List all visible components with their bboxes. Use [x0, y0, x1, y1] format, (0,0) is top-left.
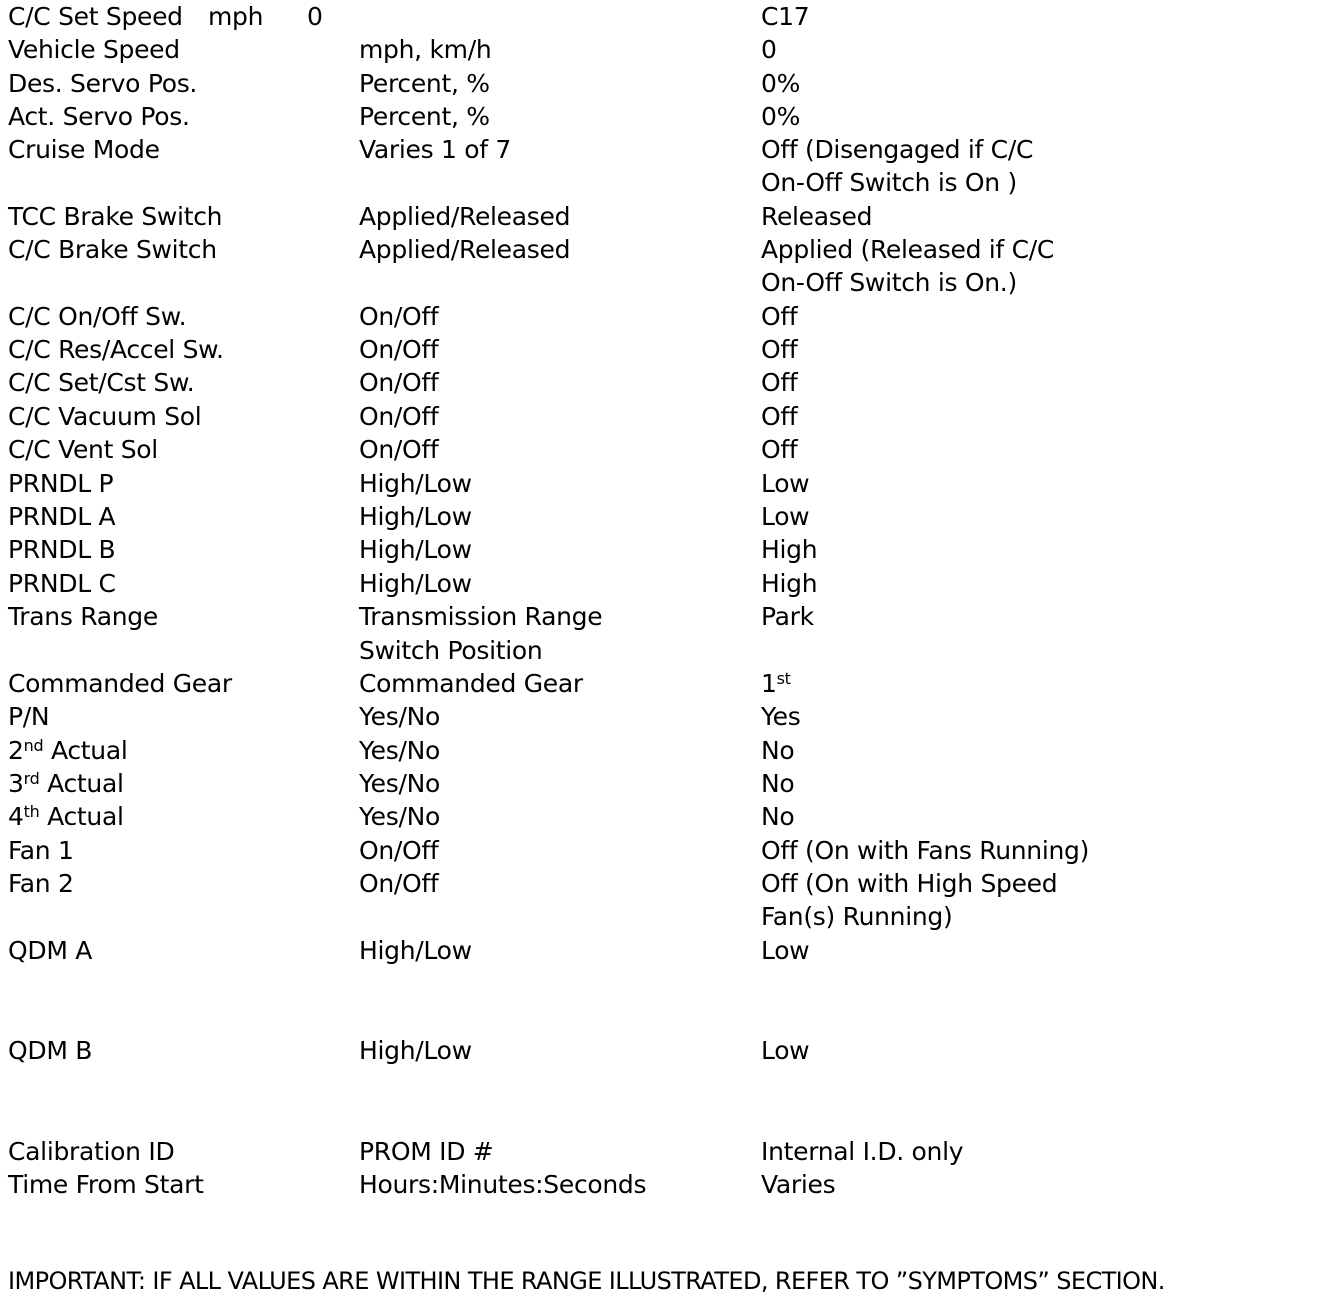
value-label: Low [761, 502, 810, 531]
value-label: 0% [761, 69, 801, 98]
value-label: Off [761, 335, 798, 364]
units-label: On/Off [359, 335, 439, 364]
value-label: 0 [761, 35, 777, 64]
param-label: QDM B [8, 1036, 93, 1065]
value-label: Off [761, 302, 798, 331]
value-label: No [761, 769, 795, 798]
value-label: Off (On with Fans Running) [761, 836, 1090, 865]
value-label: Off [761, 435, 798, 464]
param-number: 4 [8, 802, 24, 831]
units-label: On/Off [359, 368, 439, 397]
param-label: C/C Set/Cst Sw. [8, 368, 195, 397]
value-label: Varies [761, 1170, 836, 1199]
param-label: Calibration ID [8, 1137, 175, 1166]
units-label: mph [208, 2, 264, 31]
param-label: Cruise Mode [8, 135, 160, 164]
param-text: Actual [39, 769, 124, 798]
param-ordinal-suffix: nd [23, 736, 44, 755]
value-label: 0% [761, 102, 801, 131]
value-label [761, 669, 791, 699]
param-label: PRNDL B [8, 535, 116, 564]
value-ordinal-suffix: st [776, 669, 791, 688]
param-label: Vehicle Speed [8, 35, 180, 64]
value-label: Low [761, 469, 810, 498]
value-label: Yes [761, 702, 801, 731]
param-label: P/N [8, 702, 50, 731]
param-text: Actual [43, 736, 128, 765]
value-label: 0 [307, 2, 323, 31]
units-label: Applied/Released [359, 235, 571, 264]
param-label: PRNDL P [8, 469, 114, 498]
param-ordinal-suffix: rd [23, 769, 40, 788]
units-label: High/Low [359, 469, 472, 498]
param-label: PRNDL C [8, 569, 116, 598]
param-label: C/C Vacuum Sol [8, 402, 202, 431]
param-ordinal-suffix: th [23, 802, 40, 821]
value-label: Off (On with High Speed [761, 869, 1058, 898]
param-label: PRNDL A [8, 502, 116, 531]
value-label: High [761, 569, 818, 598]
units-label: On/Off [359, 836, 439, 865]
param-label: Time From Start [8, 1170, 204, 1199]
units-label: High/Low [359, 502, 472, 531]
param-label: Fan 2 [8, 869, 74, 898]
units-label: Varies 1 of 7 [359, 135, 511, 164]
units-label: Yes/No [359, 702, 440, 731]
value-label: Low [761, 1036, 810, 1065]
units-label: Percent, % [359, 102, 490, 131]
units-label: High/Low [359, 535, 472, 564]
value-label: Park [761, 602, 814, 631]
important-note: IMPORTANT: IF ALL VALUES ARE WITHIN THE RANGE ILLUSTRATED, REFER TO ”SYMPTOMS” SECTION. [8, 1267, 1165, 1295]
units-label: mph, km/h [359, 35, 492, 64]
value-label-continued: Fan(s) Running) [761, 902, 953, 931]
param-label: C/C Vent Sol [8, 435, 158, 464]
units-label: Yes/No [359, 802, 440, 831]
param-label [8, 802, 124, 832]
param-label: Des. Servo Pos. [8, 69, 198, 98]
units-label: High/Low [359, 936, 472, 965]
param-label [8, 736, 127, 766]
param-label: TCC Brake Switch [8, 202, 223, 231]
value-label-continued: On-Off Switch is On ) [761, 168, 1017, 197]
units-label: Hours:Minutes:Seconds [359, 1170, 647, 1199]
value-number: 1 [761, 669, 777, 698]
value-label: Off (Disengaged if C/C [761, 135, 1034, 164]
value-label: No [761, 736, 795, 765]
param-text: Actual [39, 802, 124, 831]
value-label: High [761, 535, 818, 564]
units-label: Yes/No [359, 769, 440, 798]
param-label: Trans Range [8, 602, 158, 631]
value-label-continued: On-Off Switch is On.) [761, 268, 1017, 297]
units-label: Percent, % [359, 69, 490, 98]
param-label: Fan 1 [8, 836, 74, 865]
param-label: C/C On/Off Sw. [8, 302, 187, 331]
units-label: On/Off [359, 402, 439, 431]
param-label [8, 769, 124, 799]
units-label: Applied/Released [359, 202, 571, 231]
units-label: On/Off [359, 302, 439, 331]
units-label: PROM ID # [359, 1137, 494, 1166]
units-label: On/Off [359, 435, 439, 464]
value-label: Applied (Released if C/C [761, 235, 1055, 264]
value-label: Off [761, 402, 798, 431]
param-label: Act. Servo Pos. [8, 102, 190, 131]
units-label: Transmission Range [359, 602, 603, 631]
units-label: High/Low [359, 1036, 472, 1065]
param-label: Commanded Gear [8, 669, 232, 698]
value-label: Low [761, 936, 810, 965]
value-label: Released [761, 202, 873, 231]
units-label: On/Off [359, 869, 439, 898]
units-label: Commanded Gear [359, 669, 583, 698]
value-label: No [761, 802, 795, 831]
value-label: C17 [761, 2, 810, 31]
param-label: QDM A [8, 936, 93, 965]
param-label: C/C Set Speed [8, 2, 183, 31]
param-label: C/C Res/Accel Sw. [8, 335, 224, 364]
units-label: High/Low [359, 569, 472, 598]
param-number: 2 [8, 736, 24, 765]
units-label: Yes/No [359, 736, 440, 765]
value-label: Internal I.D. only [761, 1137, 964, 1166]
value-label: Off [761, 368, 798, 397]
param-label: C/C Brake Switch [8, 235, 217, 264]
param-number: 3 [8, 769, 24, 798]
units-label-continued: Switch Position [359, 636, 543, 665]
